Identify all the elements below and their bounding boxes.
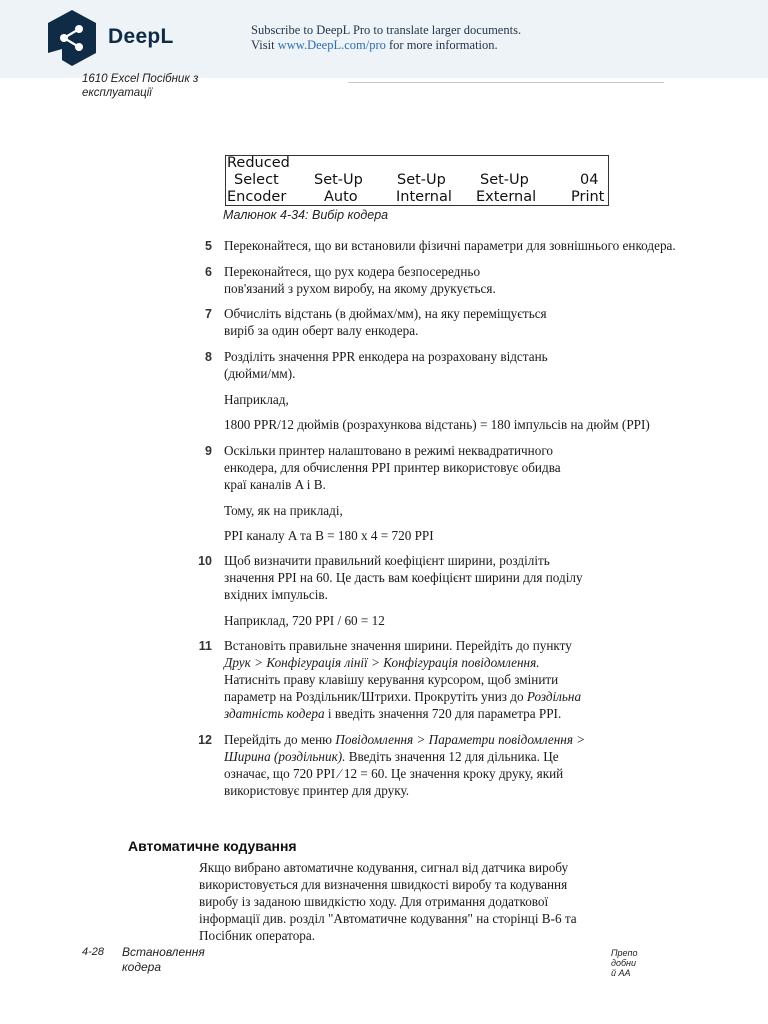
- header-divider: [348, 82, 664, 83]
- deepl-logo-icon: [46, 9, 98, 67]
- text-line: Обчисліть відстань (в дюймах/мм), на яку переміщується: [224, 306, 547, 321]
- deepl-logo-text: DeepL: [108, 25, 174, 48]
- text-line: PPI каналу A та B = 180 x 4 = 720 PPI: [224, 528, 434, 543]
- text-span: параметр на Роздільник/Штрихи. Прокрутіть униз до: [224, 689, 527, 704]
- lcd-row-2: [226, 172, 610, 189]
- text-line: Препо: [611, 948, 638, 958]
- lcd-row-1: [226, 155, 610, 172]
- text-line: [224, 748, 585, 765]
- text-line: кодера: [122, 960, 161, 974]
- example-formula: [224, 527, 434, 544]
- example-formula: [224, 612, 385, 629]
- text-line: енкодера, для обчислення PPI принтер використовує обидва: [224, 460, 561, 475]
- text-line: [224, 705, 581, 722]
- promo-line-1: Subscribe to DeepL Pro to translate larger documents.: [251, 23, 522, 37]
- text-span: і введіть значення 720 для параметра PPI.: [324, 706, 562, 721]
- text-line: Щоб визначити правильний коефіцієнт ширини, розділіть: [224, 553, 550, 568]
- promo-text: [251, 23, 521, 53]
- text-line: й АА: [611, 968, 631, 978]
- step-number: 5: [205, 239, 212, 253]
- text-line: [224, 731, 585, 748]
- text-line: Посібник оператора.: [199, 928, 316, 943]
- step-text: [224, 552, 583, 603]
- text-line: інформації див. розділ "Автоматичне кодування" на сторінці B-6 та: [199, 911, 577, 926]
- text-line: Наприклад, 720 PPI / 60 = 12: [224, 613, 385, 628]
- text-line: використовується для визначення швидкості виробу та кодування: [199, 877, 568, 892]
- text-line: Натисніть праву клавішу керування курсором, щоб змінити: [224, 672, 559, 687]
- promo-visit: Visit: [251, 38, 278, 52]
- step-text: [224, 442, 561, 493]
- lcd-row-3: [226, 189, 610, 206]
- page-number: 4-28: [82, 946, 105, 958]
- menu-path: Друк > Конфігурація лінії > Конфігурація повідомлення.: [224, 655, 540, 670]
- header-line-2: експлуатації: [82, 87, 152, 99]
- promo-line-2: [251, 38, 521, 53]
- text-line: Встановіть правильне значення ширини. Перейдіть до пункту: [224, 638, 572, 653]
- lcd-cell: Encoder: [227, 189, 287, 205]
- lcd-cell: Select: [234, 172, 279, 188]
- lcd-cell: Auto: [324, 189, 358, 205]
- lcd-cell: Set-Up: [480, 172, 529, 188]
- text-line: краї каналів A і B.: [224, 477, 326, 492]
- text-line: [224, 654, 581, 671]
- lcd-cell: Set-Up: [314, 172, 363, 188]
- step-number: 12: [198, 733, 212, 747]
- lcd-cell: Print: [571, 189, 605, 205]
- lcd-cell: 04: [580, 172, 599, 188]
- menu-path: Повідомлення > Параметри повідомлення >: [335, 732, 586, 747]
- step-number: 6: [205, 265, 212, 279]
- step-number: 9: [205, 444, 212, 458]
- text-line: пов'язаний з рухом виробу, на якому друкується.: [224, 281, 496, 296]
- text-line: означає, що 720 PPI ⁄ 12 = 60. Це значення кроку друку, який: [224, 766, 564, 781]
- lcd-cell: External: [476, 189, 537, 205]
- text-line: Встановлення: [122, 945, 205, 959]
- text-line: Переконайтеся, що рух кодера безпосередньо: [224, 264, 481, 279]
- deepl-banner: [0, 0, 768, 78]
- header-line-1: 1610 Excel Посібник з: [82, 73, 199, 85]
- example-text: [224, 502, 343, 519]
- step-text: [224, 305, 547, 339]
- step-text: [224, 263, 496, 297]
- text-line: [224, 688, 581, 705]
- text-line: добни: [611, 958, 637, 968]
- step-number: 7: [205, 307, 212, 321]
- step-number: 10: [198, 554, 212, 568]
- step-number: 8: [205, 350, 212, 364]
- text-line: виріб за один оберт валу енкодера.: [224, 323, 419, 338]
- running-header: [82, 72, 198, 100]
- lcd-cell: Internal: [396, 189, 452, 205]
- text-span: Введіть значення 12 для дільника. Це: [345, 749, 559, 764]
- text-span: Перейдіть до меню: [224, 732, 336, 747]
- lcd-cell: Set-Up: [397, 172, 446, 188]
- text-line: Переконайтеся, що ви встановили фізичні параметри для зовнішнього енкодера.: [224, 238, 676, 253]
- text-line: Оскільки принтер налаштовано в режимі неквадратичного: [224, 443, 553, 458]
- step-number: 11: [198, 639, 212, 653]
- text-line: виробу із заданою швидкістю ходу. Для отримання додаткової: [199, 894, 549, 909]
- deepl-pro-link[interactable]: www.DeepL.com/pro: [277, 38, 386, 52]
- menu-path: здатність кодера: [224, 706, 325, 721]
- text-line: Розділіть значення PPR енкодера на розраховану відстань: [224, 349, 548, 364]
- text-line: 1800 PPR/12 дюймів (розрахункова відстань) = 180 імпульсів на дюйм (PPI): [224, 417, 650, 432]
- lcd-display-figure: [225, 155, 609, 206]
- footer-right-note: [611, 948, 638, 978]
- section-heading: Автоматичне кодування: [128, 838, 297, 854]
- section-body: [199, 859, 577, 944]
- text-line: Наприклад,: [224, 392, 289, 407]
- text-line: Якщо вибрано автоматичне кодування, сигнал від датчика виробу: [199, 860, 569, 875]
- lcd-cell: Reduced: [227, 155, 290, 171]
- text-line: Тому, як на прикладі,: [224, 503, 343, 518]
- example-formula: [224, 416, 650, 433]
- text-line: вхідних імпульсів.: [224, 587, 328, 602]
- promo-rest: for more information.: [385, 38, 498, 52]
- step-text: [224, 731, 585, 799]
- footer-title: [122, 945, 205, 975]
- example-text: [224, 391, 289, 408]
- text-line: значення PPI на 60. Це дасть вам коефіцієнт ширини для поділу: [224, 570, 583, 585]
- step-text: [224, 637, 581, 722]
- figure-caption: Малюнок 4-34: Вибір кодера: [223, 208, 389, 222]
- menu-path: Роздільна: [526, 689, 582, 704]
- text-line: (дюйми/мм).: [224, 366, 296, 381]
- step-text: [224, 237, 676, 254]
- step-text: [224, 348, 548, 382]
- menu-path: Ширина (роздільник).: [224, 749, 346, 764]
- text-line: використовує принтер для друку.: [224, 783, 410, 798]
